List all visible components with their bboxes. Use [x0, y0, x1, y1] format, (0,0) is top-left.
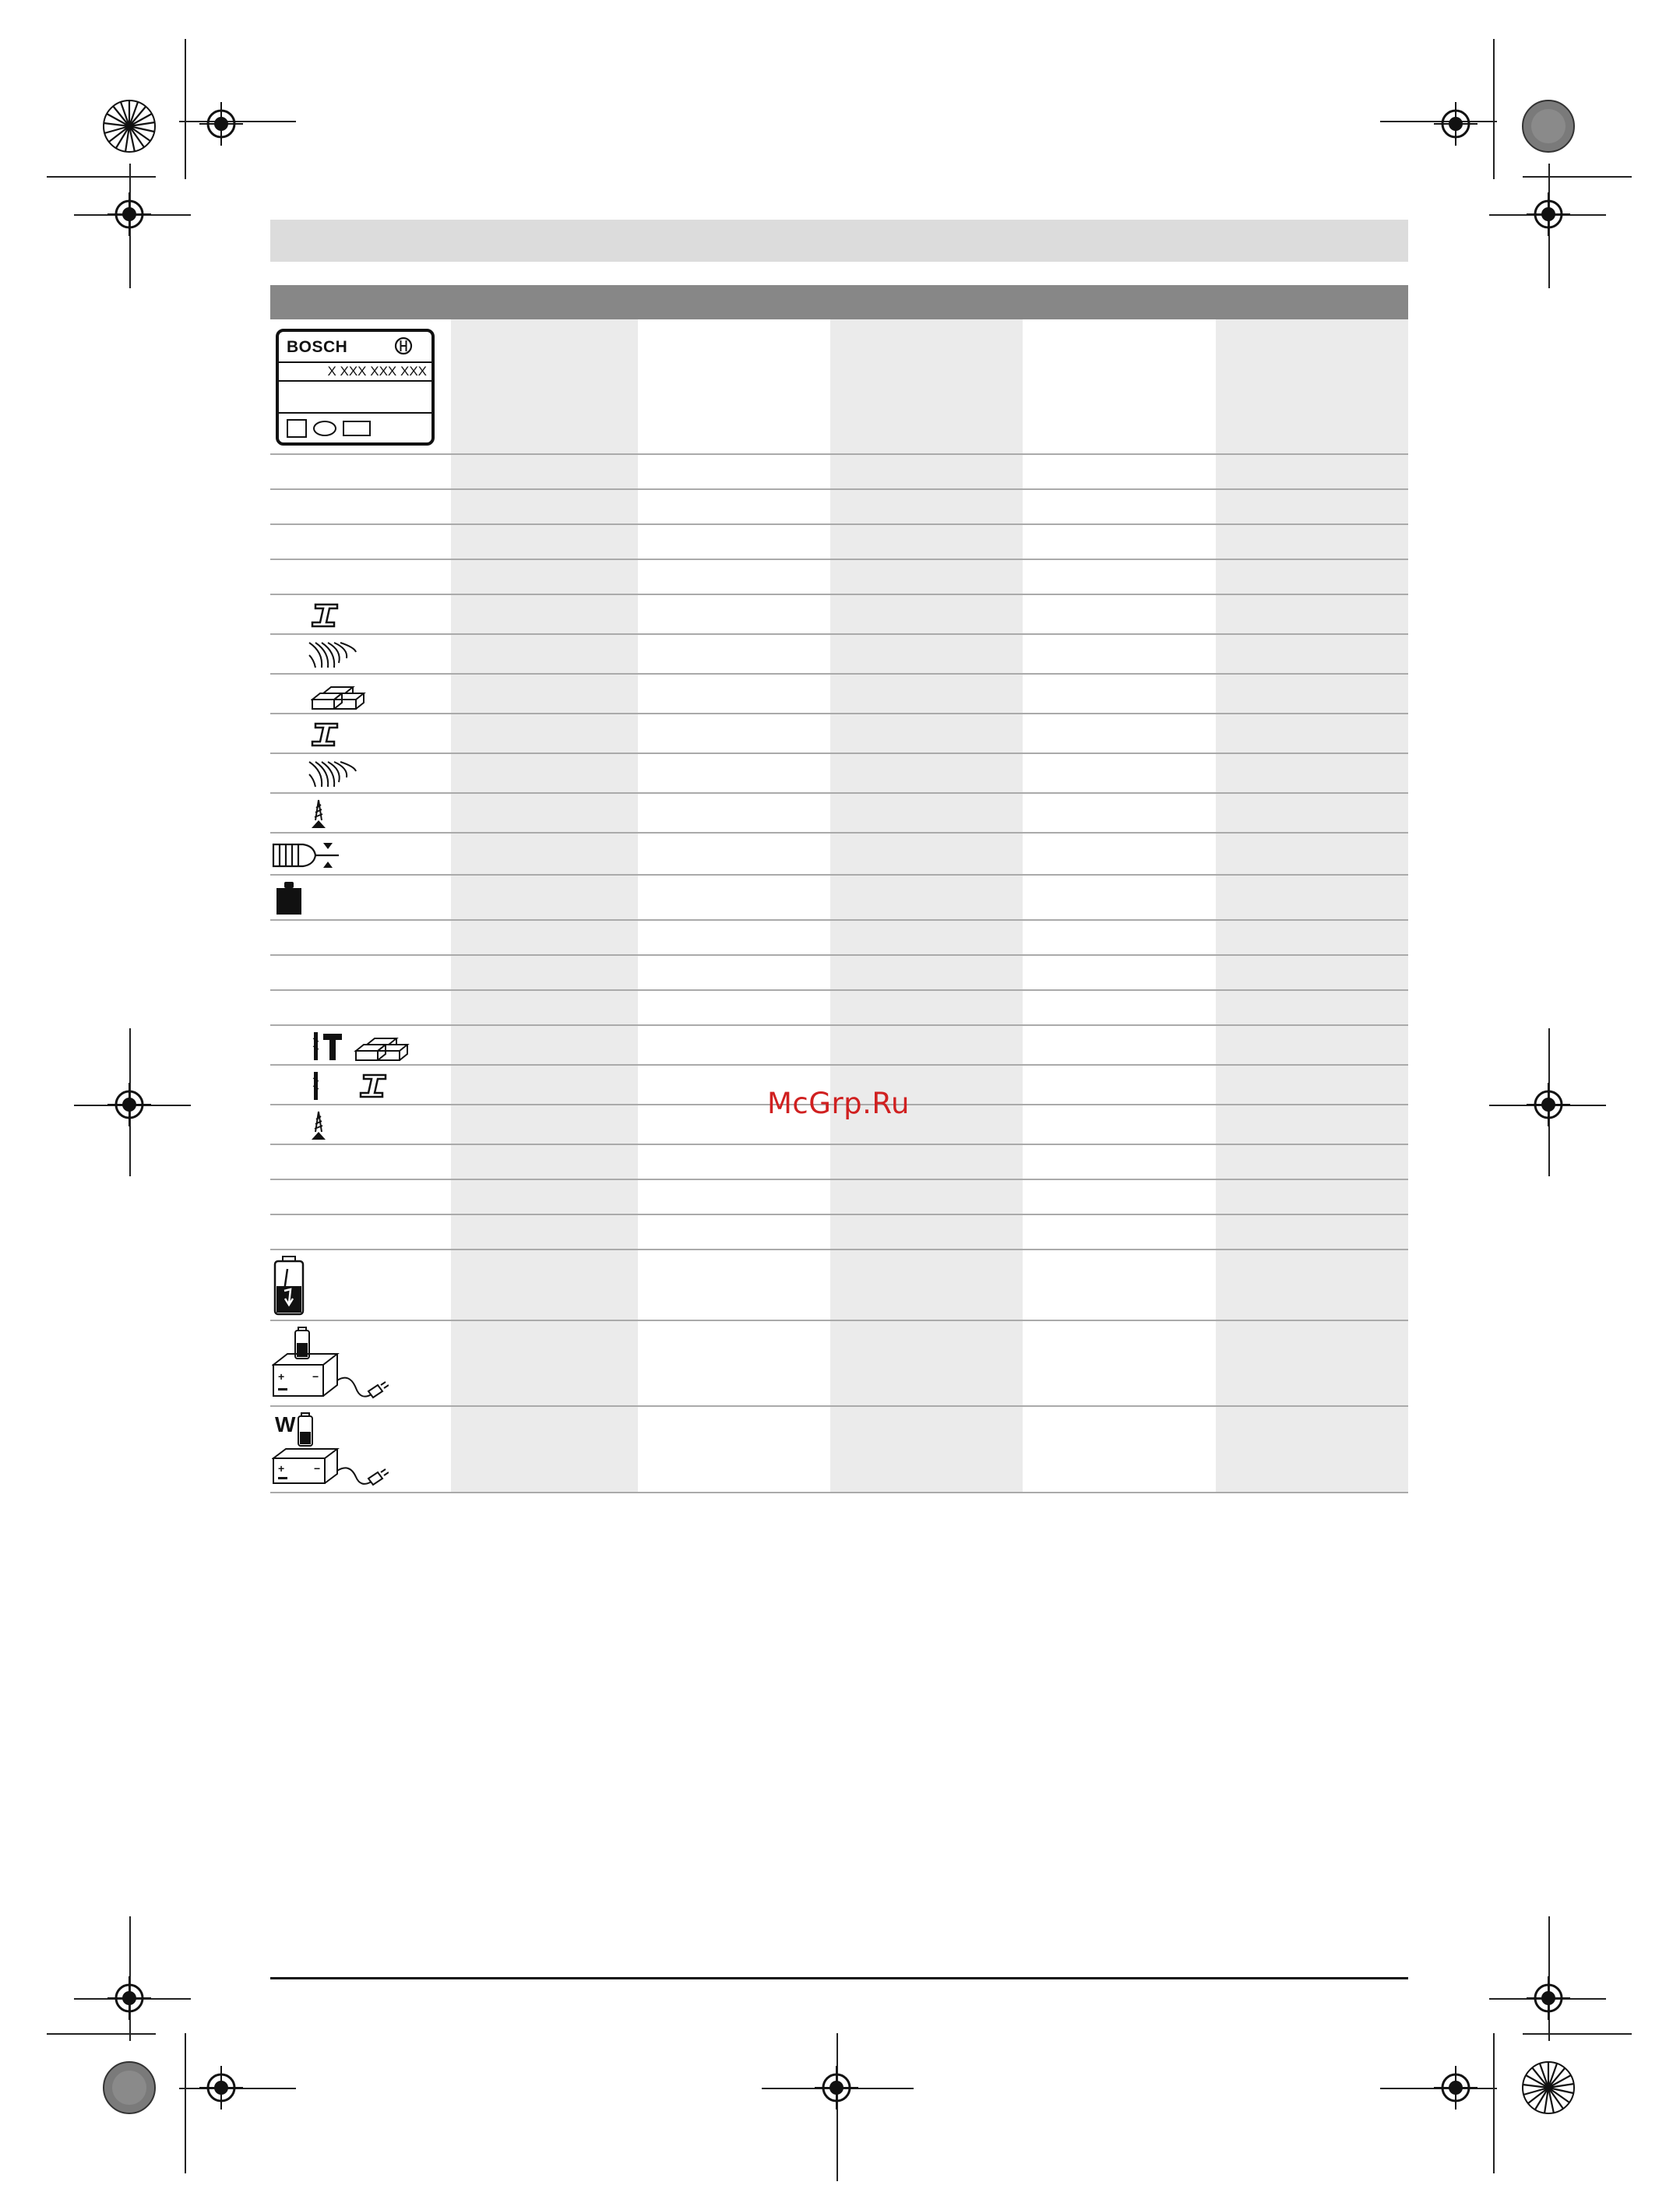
nameplate-divider	[279, 361, 431, 363]
table-cell	[830, 1250, 1023, 1320]
table-cell	[830, 833, 1023, 875]
row-icon-cell	[270, 1065, 451, 1105]
footer-rule	[270, 1977, 1408, 1979]
table-cell	[1023, 674, 1215, 714]
charger-battery-icon	[272, 1326, 389, 1404]
table-cell	[451, 1179, 637, 1214]
table-cell	[830, 674, 1023, 714]
table-cell	[638, 1320, 830, 1406]
crop-line	[47, 176, 156, 178]
table-row	[270, 1179, 1408, 1214]
nameplate-oval-mark	[313, 421, 336, 436]
row-icon-cell	[270, 524, 451, 559]
table-cell	[830, 454, 1023, 489]
table-title-band	[270, 285, 1408, 319]
table-cell	[451, 714, 637, 753]
table-cell	[451, 1105, 637, 1144]
row-icon-cell	[270, 1179, 451, 1214]
registration-target-icon	[107, 1976, 151, 2020]
table-cell	[451, 634, 637, 674]
wood-icon	[308, 640, 359, 671]
table-cell	[638, 559, 830, 594]
table-cell	[1216, 833, 1408, 875]
table-row	[270, 1250, 1408, 1320]
table-cell	[830, 1179, 1023, 1214]
table-row	[270, 674, 1408, 714]
table-cell	[638, 1406, 830, 1493]
hammer-drill-masonry-icon	[311, 1029, 435, 1063]
steel-icon	[311, 601, 339, 629]
table-cell	[1023, 833, 1215, 875]
table-cell	[1216, 1179, 1408, 1214]
svg-text:+: +	[278, 1370, 285, 1383]
table-row	[270, 1144, 1408, 1179]
table-cell	[451, 1144, 637, 1179]
table-cell	[638, 1144, 830, 1179]
row-icon-cell	[270, 634, 451, 674]
registration-target-icon	[107, 192, 151, 236]
table-row	[270, 1214, 1408, 1250]
weight-icon	[273, 880, 305, 916]
table-cell	[1023, 793, 1215, 833]
table-row	[270, 454, 1408, 489]
row-icon-cell	[270, 714, 451, 753]
row-icon-cell	[270, 319, 451, 454]
battery-icon	[272, 1255, 306, 1317]
svg-text:+: +	[278, 1462, 285, 1475]
table-cell	[1216, 454, 1408, 489]
table-cell	[830, 955, 1023, 990]
table-cell	[451, 454, 637, 489]
table-cell	[638, 1025, 830, 1065]
table-cell	[1023, 1025, 1215, 1065]
row-icon-cell	[270, 1025, 451, 1065]
row-icon-cell	[270, 454, 451, 489]
row-icon-cell	[270, 1105, 451, 1144]
table-cell	[830, 714, 1023, 753]
table-cell	[1216, 674, 1408, 714]
table-cell	[1216, 753, 1408, 793]
table-cell	[638, 990, 830, 1025]
table-cell	[1216, 1320, 1408, 1406]
table-cell	[1023, 875, 1215, 920]
table-cell	[451, 319, 637, 454]
header-band	[270, 220, 1408, 262]
table-cell	[1216, 1105, 1408, 1144]
table-row	[270, 875, 1408, 920]
table-cell	[1023, 1105, 1215, 1144]
table-cell	[1216, 1144, 1408, 1179]
row-icon-cell	[270, 1250, 451, 1320]
svg-text:−: −	[312, 1370, 319, 1383]
bosch-logo-icon	[394, 337, 413, 355]
table-cell	[1216, 634, 1408, 674]
table-cell	[638, 319, 830, 454]
registration-target-icon	[199, 102, 243, 146]
screw-icon	[309, 797, 328, 831]
table-cell	[638, 1214, 830, 1250]
table-cell	[830, 594, 1023, 634]
spec-table	[270, 319, 1408, 1493]
table-cell	[830, 1025, 1023, 1065]
nameplate-divider	[279, 380, 431, 382]
table-row	[270, 319, 1408, 454]
table-cell	[451, 1065, 637, 1105]
table-row	[270, 634, 1408, 674]
registration-target-icon	[815, 2066, 858, 2110]
row-icon-cell	[270, 875, 451, 920]
row-icon-cell	[270, 833, 451, 875]
table-cell	[451, 1025, 637, 1065]
nameplate-divider	[279, 412, 431, 414]
table-cell	[638, 833, 830, 875]
table-cell	[830, 990, 1023, 1025]
table-cell	[451, 875, 637, 920]
row-icon-cell	[270, 1406, 451, 1493]
table-row	[270, 714, 1408, 753]
table-cell	[830, 920, 1023, 955]
table-cell	[1023, 559, 1215, 594]
row-icon-cell	[270, 753, 451, 793]
table-cell	[1023, 753, 1215, 793]
row-icon-cell	[270, 674, 451, 714]
chuck-clamping-range-icon	[272, 840, 342, 871]
table-cell	[451, 1214, 637, 1250]
crop-line	[1523, 176, 1632, 178]
nameplate-brand: BOSCH	[287, 338, 348, 356]
table-cell	[830, 753, 1023, 793]
nameplate-icon	[276, 329, 435, 446]
table-cell	[638, 524, 830, 559]
row-icon-cell	[270, 559, 451, 594]
table-cell	[1023, 1320, 1215, 1406]
starburst-target-icon	[1521, 2060, 1576, 2115]
table-cell	[1216, 920, 1408, 955]
table-cell	[1216, 990, 1408, 1025]
crop-line	[1493, 39, 1495, 179]
table-cell	[1023, 990, 1215, 1025]
table-cell	[1023, 955, 1215, 990]
masonry-icon	[311, 678, 373, 712]
screw-icon	[309, 1109, 328, 1143]
table-cell	[1023, 1406, 1215, 1493]
table-cell	[638, 1250, 830, 1320]
table-cell	[451, 1250, 637, 1320]
table-cell	[830, 1320, 1023, 1406]
table-row	[270, 489, 1408, 524]
table-cell	[638, 793, 830, 833]
table-cell	[451, 524, 637, 559]
table-cell	[830, 1144, 1023, 1179]
table-row	[270, 990, 1408, 1025]
table-cell	[1023, 634, 1215, 674]
table-cell	[451, 489, 637, 524]
table-row	[270, 559, 1408, 594]
table-row	[270, 594, 1408, 634]
table-cell	[1023, 454, 1215, 489]
row-icon-cell	[270, 1214, 451, 1250]
table-row	[270, 920, 1408, 955]
drill-steel-icon	[311, 1069, 396, 1103]
table-cell	[1216, 1214, 1408, 1250]
table-cell	[830, 489, 1023, 524]
table-cell	[1216, 1025, 1408, 1065]
table-row	[270, 1320, 1408, 1406]
table-cell	[451, 753, 637, 793]
table-cell	[1216, 594, 1408, 634]
registration-target-icon	[1434, 102, 1477, 146]
table-cell	[1023, 1250, 1215, 1320]
table-row	[270, 524, 1408, 559]
row-icon-cell	[270, 489, 451, 524]
row-icon-cell	[270, 1320, 451, 1406]
table-cell	[451, 793, 637, 833]
table-cell	[1023, 524, 1215, 559]
registration-target-icon	[107, 1083, 151, 1126]
table-cell	[451, 833, 637, 875]
watermark: McGrp.Ru	[767, 1087, 910, 1120]
table-cell	[830, 1214, 1023, 1250]
row-icon-cell	[270, 594, 451, 634]
crop-line	[1493, 2033, 1495, 2173]
registration-target-icon	[1527, 1083, 1570, 1126]
density-circle-icon	[102, 2060, 157, 2115]
row-icon-cell	[270, 920, 451, 955]
table-cell	[638, 1179, 830, 1214]
table-cell	[1023, 1214, 1215, 1250]
table-cell	[1023, 714, 1215, 753]
nameplate-number: X XXX XXX XXX	[327, 364, 427, 379]
table-cell	[830, 634, 1023, 674]
table-cell	[1023, 594, 1215, 634]
table-cell	[1023, 489, 1215, 524]
table-cell	[451, 1406, 637, 1493]
table-cell	[830, 559, 1023, 594]
table-cell	[1023, 1065, 1215, 1105]
table-cell	[1023, 920, 1215, 955]
registration-target-icon	[199, 2066, 243, 2110]
crop-line	[1523, 2033, 1632, 2035]
table-cell	[1216, 714, 1408, 753]
table-cell	[451, 1320, 637, 1406]
nameplate-rect-mark	[343, 421, 371, 436]
table-row	[270, 833, 1408, 875]
registration-target-icon	[1434, 2066, 1477, 2110]
table-cell	[830, 875, 1023, 920]
svg-text:W: W	[275, 1412, 296, 1436]
table-cell	[638, 674, 830, 714]
table-cell	[1216, 524, 1408, 559]
row-icon-cell	[270, 990, 451, 1025]
table-cell	[1216, 1065, 1408, 1105]
row-icon-cell	[270, 1144, 451, 1179]
table-cell	[1023, 1144, 1215, 1179]
crop-line	[185, 39, 186, 179]
table-cell	[451, 674, 637, 714]
table-cell	[1216, 793, 1408, 833]
table-row	[270, 793, 1408, 833]
table-cell	[638, 489, 830, 524]
starburst-target-icon	[102, 99, 157, 153]
table-cell	[830, 1406, 1023, 1493]
table-cell	[451, 990, 637, 1025]
table-cell	[638, 454, 830, 489]
table-cell	[1216, 489, 1408, 524]
table-cell	[638, 920, 830, 955]
registration-target-icon	[1527, 192, 1570, 236]
row-icon-cell	[270, 955, 451, 990]
table-row	[270, 955, 1408, 990]
nameplate-square-mark	[287, 419, 307, 438]
crop-line	[185, 2033, 186, 2173]
crop-line	[47, 2033, 156, 2035]
table-row	[270, 1406, 1408, 1493]
table-cell	[1216, 1250, 1408, 1320]
table-cell	[638, 594, 830, 634]
table-cell	[1216, 319, 1408, 454]
table-cell	[1023, 1179, 1215, 1214]
table-row	[270, 753, 1408, 793]
table-cell	[830, 793, 1023, 833]
table-cell	[451, 559, 637, 594]
registration-target-icon	[1527, 1976, 1570, 2020]
table-cell	[638, 955, 830, 990]
table-cell	[638, 634, 830, 674]
steel-icon	[311, 721, 339, 749]
table-cell	[638, 753, 830, 793]
table-cell	[451, 594, 637, 634]
density-circle-icon	[1521, 99, 1576, 153]
table-cell	[830, 524, 1023, 559]
table-cell	[1216, 1406, 1408, 1493]
row-icon-cell	[270, 793, 451, 833]
table-cell	[1216, 955, 1408, 990]
table-cell	[1216, 559, 1408, 594]
table-cell	[638, 714, 830, 753]
table-row	[270, 1025, 1408, 1065]
charger-battery-watt-icon	[272, 1412, 389, 1489]
table-cell	[638, 875, 830, 920]
table-cell	[830, 319, 1023, 454]
svg-text:−: −	[314, 1462, 321, 1475]
wood-icon	[308, 759, 359, 790]
table-cell	[451, 955, 637, 990]
table-cell	[1023, 319, 1215, 454]
table-cell	[451, 920, 637, 955]
table-cell	[1216, 875, 1408, 920]
